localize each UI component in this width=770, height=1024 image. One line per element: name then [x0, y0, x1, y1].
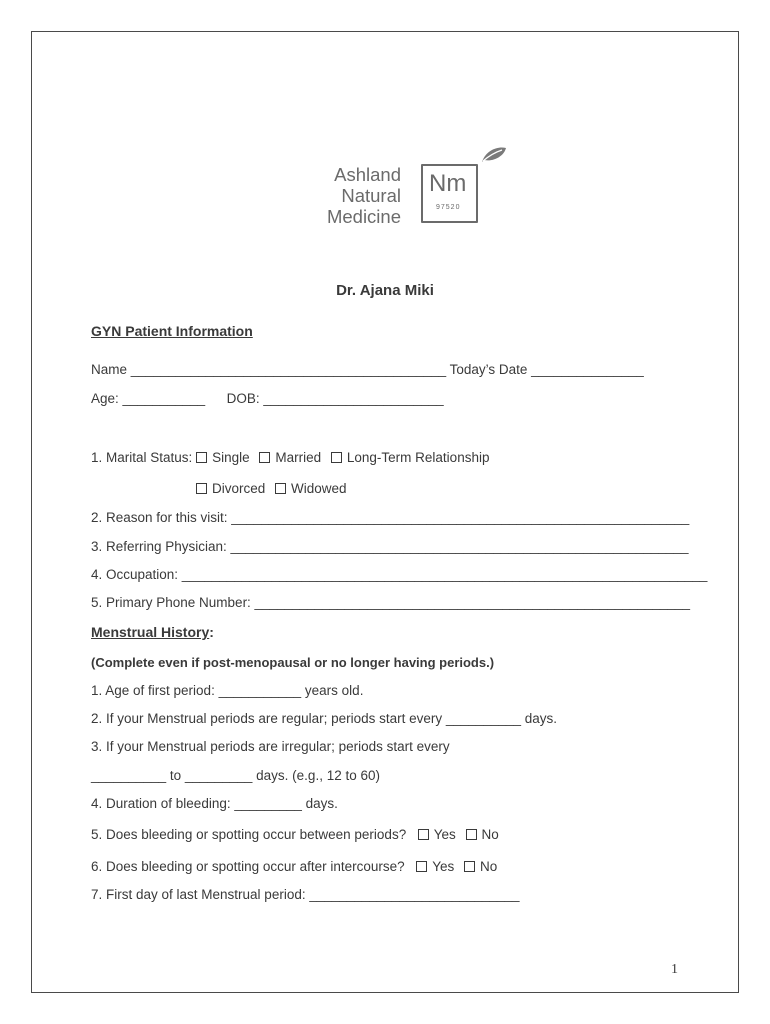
logo-mark: Nm: [429, 170, 467, 197]
leaf-icon: [480, 146, 508, 164]
dob-field[interactable]: DOB: ________________________: [226, 391, 444, 406]
checkbox[interactable]: [331, 452, 342, 463]
question-5: 5. Does bleeding or spotting occur between periods?: [91, 827, 407, 842]
question-2[interactable]: 2. If your Menstrual periods are regular; periods start every __________ days.: [91, 711, 558, 726]
checkbox[interactable]: [196, 452, 207, 463]
logo-line-2: Natural: [341, 185, 401, 206]
doctor-name: Dr. Ajana Miki: [336, 282, 434, 299]
q5-no[interactable]: No: [466, 827, 499, 842]
question-3: 3. If your Menstrual periods are irregular; periods start every: [91, 739, 450, 754]
age-field[interactable]: Age: ___________: [91, 391, 206, 406]
question-6-row: [91, 858, 503, 876]
question-5-row: [91, 826, 505, 844]
page-number: 1: [671, 962, 678, 977]
section-title-gyn: GYN Patient Information: [91, 323, 253, 339]
question-6: 6. Does bleeding or spotting occur after intercourse?: [91, 859, 405, 874]
question-3-range[interactable]: __________ to _________ days. (e.g., 12 to 60): [91, 768, 380, 783]
menstrual-history-title: Menstrual History: [91, 624, 210, 640]
question-4[interactable]: 4. Duration of bleeding: _________ days.: [91, 796, 338, 811]
menstrual-note: (Complete even if post-menopausal or no longer having periods.): [91, 655, 495, 670]
marital-status-label: 1. Marital Status:: [91, 450, 193, 465]
marital-status-row: [91, 449, 495, 467]
option-married[interactable]: Married: [259, 450, 321, 465]
checkbox[interactable]: [464, 861, 475, 872]
checkbox[interactable]: [466, 829, 477, 840]
option-long-term[interactable]: Long-Term Relationship: [331, 450, 490, 465]
name-field[interactable]: Name __________________________________________: [91, 362, 447, 377]
logo-line-3: Medicine: [326, 206, 401, 227]
q6-no[interactable]: No: [464, 859, 497, 874]
phone-field[interactable]: 5. Primary Phone Number: __________________________________________________________: [91, 595, 691, 610]
logo-zip: 97520: [436, 204, 461, 211]
age-dob-row: [91, 390, 444, 408]
name-date-row: [91, 361, 644, 379]
marital-status-row-2: [196, 480, 353, 498]
referring-physician-field[interactable]: 3. Referring Physician: _____________________________________________________________: [91, 539, 689, 554]
option-widowed[interactable]: Widowed: [275, 481, 347, 496]
logo-line-1: Ashland: [334, 164, 401, 185]
checkbox[interactable]: [259, 452, 270, 463]
logo-mark-box: [421, 164, 478, 223]
question-7[interactable]: 7. First day of last Menstrual period: ____________________________: [91, 887, 520, 902]
checkbox[interactable]: [275, 483, 286, 494]
option-divorced[interactable]: Divorced: [196, 481, 265, 496]
checkbox[interactable]: [416, 861, 427, 872]
menstrual-history-heading: Menstrual History:: [91, 624, 214, 640]
checkbox[interactable]: [418, 829, 429, 840]
checkbox[interactable]: [196, 483, 207, 494]
todays-date-field[interactable]: Today’s Date _______________: [449, 362, 644, 377]
clinic-logo-text: [327, 164, 401, 227]
occupation-field[interactable]: 4. Occupation: ______________________________________________________________________: [91, 567, 708, 582]
question-1[interactable]: 1. Age of first period: ___________ years old.: [91, 683, 364, 698]
reason-field[interactable]: 2. Reason for this visit: _____________________________________________________________: [91, 510, 690, 525]
option-single[interactable]: Single: [196, 450, 250, 465]
q5-yes[interactable]: Yes: [418, 827, 456, 842]
q6-yes[interactable]: Yes: [416, 859, 454, 874]
